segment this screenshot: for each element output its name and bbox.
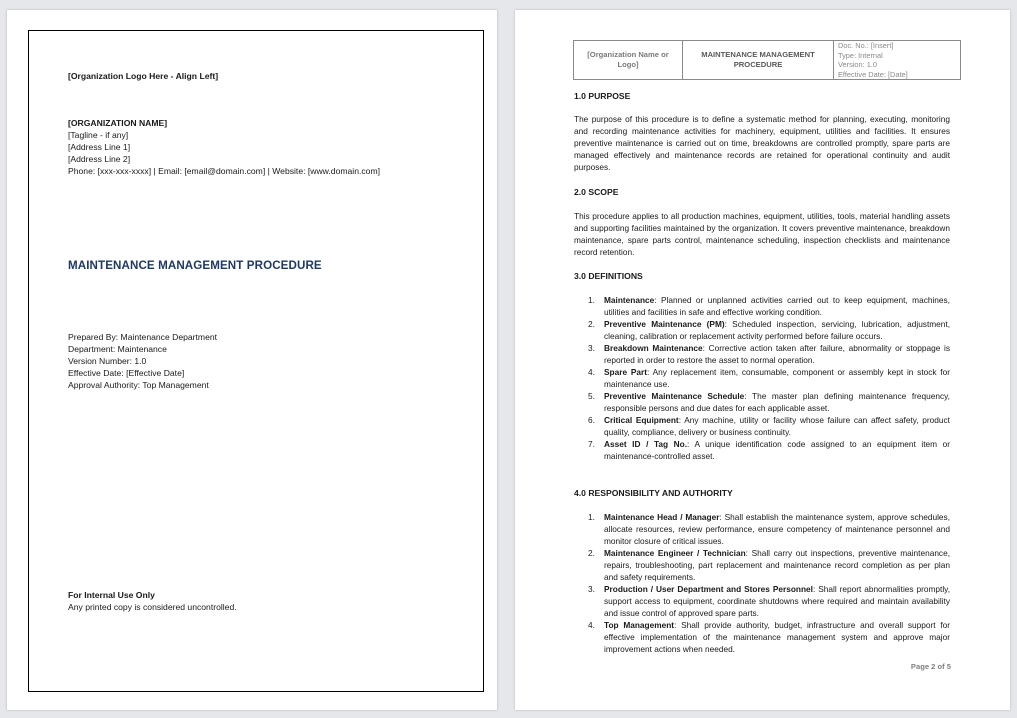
definition-text: : A unique identification code assigned to an equipment item or maintenance-controlled asset. xyxy=(604,439,950,461)
definition-term: Preventive Maintenance (PM) xyxy=(604,319,725,329)
definition-term: Spare Part xyxy=(604,367,647,377)
list-item xyxy=(588,366,950,390)
definition-term: Asset ID / Tag No. xyxy=(604,439,688,449)
definition-text: : Corrective action taken after failure, abnormality or stoppage is reported in order to restore the asset to normal operation. xyxy=(604,343,950,365)
definition-text: : Any machine, utility or facility whose failure can affect safety, product quality, compliance, delivery or business continuity. xyxy=(604,415,950,437)
list-number: 4. xyxy=(588,367,595,377)
list-number: 2. xyxy=(588,548,595,558)
header-version: Version: 1.0 xyxy=(838,60,878,70)
list-item xyxy=(588,318,951,342)
cover-footer xyxy=(68,589,237,613)
role-term: Maintenance Engineer / Technician xyxy=(604,548,746,558)
list-item xyxy=(588,583,950,619)
definition-text: : Any replacement item, consumable, component or assembly kept in stock for maintenance use. xyxy=(604,367,950,389)
list-item xyxy=(588,342,950,366)
responsibility-heading: 4.0 RESPONSIBILITY AND AUTHORITY xyxy=(574,488,733,498)
header-organization: [Organization Name or Logo] xyxy=(574,41,683,80)
role-text: : Shall carry out inspections, preventive maintenance, repairs, troubleshooting, part replacement and maintenance record completion as per plan and safety requirements. xyxy=(604,548,951,582)
list-item xyxy=(588,511,950,547)
document-title: MAINTENANCE MANAGEMENT PROCEDURE xyxy=(68,259,322,272)
document-header-table xyxy=(573,40,961,80)
definition-text: : Planned or unplanned activities carried out to keep equipment, machines, utilities and facilities in safe and effective working condition. xyxy=(604,295,950,317)
header-type: Type: Internal xyxy=(838,50,883,60)
header-meta xyxy=(834,41,961,80)
organization-name: [ORGANIZATION NAME] xyxy=(68,118,168,128)
role-text: : Shall establish the maintenance system, approve schedules, allocate resources, review performance, ensure competency of maintenance personnel and monitor closure of critical issues. xyxy=(604,512,950,546)
version-number: Version Number: 1.0 xyxy=(68,356,147,366)
logo-placeholder: [Organization Logo Here - Align Left] xyxy=(68,71,219,81)
tagline: [Tagline - if any] xyxy=(68,130,129,140)
cover-page xyxy=(7,10,497,710)
definition-text: : Scheduled inspection, servicing, lubrication, adjustment, cleaning, calibration or replacement activity performed before failure occurs. xyxy=(604,319,951,341)
definition-text: : The master plan defining maintenance frequency, responsible persons and due dates for each applicable asset. xyxy=(604,391,950,413)
document-meta xyxy=(68,331,217,391)
definitions-heading: 3.0 DEFINITIONS xyxy=(574,271,643,281)
prepared-by: Prepared By: Maintenance Department xyxy=(68,332,218,342)
header-doc-no: Doc. No.: [Insert] xyxy=(838,41,894,50)
effective-date: Effective Date: [Effective Date] xyxy=(68,368,185,378)
approval-authority: Approval Authority: Top Management xyxy=(68,380,209,390)
list-item xyxy=(588,294,950,318)
header-effective-date: Effective Date: [Date] xyxy=(838,69,908,79)
list-item xyxy=(588,414,950,438)
address-line-1: [Address Line 1] xyxy=(68,142,131,152)
department: Department: Maintenance xyxy=(68,344,167,354)
list-item xyxy=(588,438,950,462)
list-number: 1. xyxy=(588,295,595,305)
role-term: Production / User Department and Stores Personnel xyxy=(604,584,813,594)
list-number: 4. xyxy=(588,620,595,630)
list-number: 3. xyxy=(588,343,595,353)
internal-use-label: For Internal Use Only xyxy=(68,590,155,600)
list-number: 3. xyxy=(588,584,595,594)
list-number: 1. xyxy=(588,512,595,522)
list-item xyxy=(588,619,951,655)
list-number: 7. xyxy=(588,439,595,449)
definitions-list xyxy=(588,294,951,462)
scope-heading: 2.0 SCOPE xyxy=(574,187,619,197)
list-number: 2. xyxy=(588,319,595,329)
list-number: 5. xyxy=(588,391,595,401)
contact-line: Phone: [xxx-xxx-xxxx] | Email: [email@domain.com] | Website: [www.domain.com] xyxy=(68,166,380,176)
definition-term: Preventive Maintenance Schedule xyxy=(604,391,745,401)
definition-term: Breakdown Maintenance xyxy=(604,343,703,353)
role-text: : Shall report abnormalities promptly, support access to equipment, coordinate shutdowns where required and maintain availability and issue control of approved spare parts. xyxy=(604,584,950,618)
scope-text: This procedure applies to all production machines, equipment, utilities, tools, material handling assets and supporting facilities maintained by the organization. It covers preventive maintenance, breakdown maintenance, spare parts control, maintenance scheduling, inspection checklists and maintenance record retention. xyxy=(574,211,950,257)
role-term: Top Management xyxy=(604,620,675,630)
list-item xyxy=(588,390,950,414)
address-line-2: [Address Line 2] xyxy=(68,154,131,164)
role-term: Maintenance Head / Manager xyxy=(604,512,720,522)
list-number: 6. xyxy=(588,415,595,425)
organization-block xyxy=(68,117,380,177)
list-item xyxy=(588,547,951,583)
purpose-text: The purpose of this procedure is to define a systematic method for planning, executing, monitoring and recording maintenance activities for machinery, equipment, utilities and facilities. It ensures preventive maintenance is carried out on time, breakdowns are controlled promptly, spare parts are managed effectively and maintenance records are retained for operational continuity and audit purposes. xyxy=(574,114,950,172)
header-title: MAINTENANCE MANAGEMENT PROCEDURE xyxy=(683,41,834,80)
definition-term: Maintenance xyxy=(604,295,655,305)
role-text: : Shall provide authority, budget, infrastructure and overall support for effective implementation of the maintenance management system and approve major improvement actions when needed. xyxy=(604,620,951,654)
purpose-heading: 1.0 PURPOSE xyxy=(574,91,631,101)
content-page xyxy=(515,10,1010,710)
uncontrolled-copy-note: Any printed copy is considered uncontrolled. xyxy=(68,602,237,612)
definition-term: Critical Equipment xyxy=(604,415,679,425)
page-number: Page 2 of 5 xyxy=(910,662,951,671)
responsibility-list xyxy=(588,511,951,655)
